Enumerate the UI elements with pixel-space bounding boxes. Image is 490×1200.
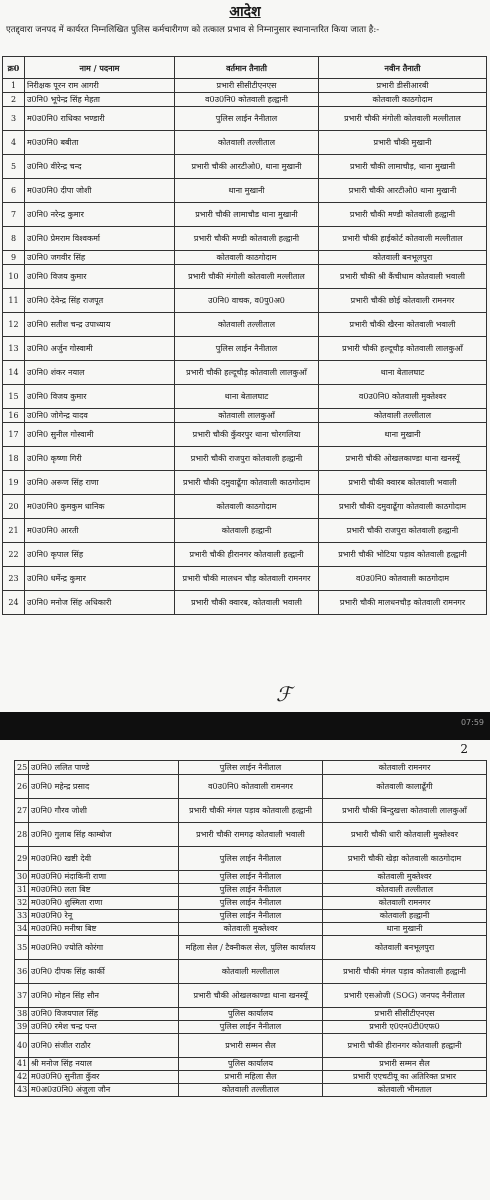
cell-serial: 6: [3, 179, 25, 203]
table-row: [3, 107, 487, 131]
cell-new-posting: कोतवाली बनभूलपुरा: [323, 936, 487, 960]
cell-name: म0अ0उ0नि0 अंजुला जौन: [29, 1084, 179, 1097]
cell-serial: 42: [15, 1071, 29, 1084]
cell-current-posting: व0उ0नि0 कोतवाली हल्द्वानी: [175, 93, 319, 107]
table-row: [3, 131, 487, 155]
cell-new-posting: प्रभारी चौकी आरटीओ0 थाना मुखानी: [319, 179, 487, 203]
cell-name: निरीक्षक पूरन राम आगरी: [25, 79, 175, 93]
cell-current-posting: कोतवाली काठगोदाम: [175, 251, 319, 265]
table-row: [3, 423, 487, 447]
table-row: [15, 1071, 487, 1084]
table-header-row: [3, 57, 487, 79]
table-row: [3, 265, 487, 289]
cell-serial: 43: [15, 1084, 29, 1097]
cell-current-posting: प्रभारी चौकी रामगढ़ कोतवाली भवाली: [179, 823, 323, 847]
cell-name: उ0नि0 गुलाब सिंह काम्बोज: [29, 823, 179, 847]
cell-current-posting: प्रभारी चौकी क्वारब, कोतवाली भवाली: [175, 591, 319, 615]
cell-name: म0उ0नि0 दीपा जोशी: [25, 179, 175, 203]
table-row: [3, 251, 487, 265]
transfer-table-page-2: [14, 760, 487, 1097]
table-row: [3, 519, 487, 543]
cell-new-posting: कोतवाली रामनगर: [323, 761, 487, 775]
column-header-serial: क्र0: [3, 57, 25, 79]
cell-name: उ0नि0 दीपक सिंह कार्की: [29, 960, 179, 984]
cell-new-posting: प्रभारी चौकी मंगल पड़ाव कोतवाली हल्द्वानी: [323, 960, 487, 984]
cell-current-posting: पुलिस लाईन नैनीताल: [175, 337, 319, 361]
cell-serial: 1: [3, 79, 25, 93]
cell-current-posting: व0उ0नि0 कोतवाली रामनगर: [179, 775, 323, 799]
cell-new-posting: प्रभारी एएचटीयू का अतिरिक्त प्रभार: [323, 1071, 487, 1084]
cell-new-posting: कोतवाली भीमताल: [323, 1084, 487, 1097]
cell-current-posting: कोतवाली तल्लीताल: [175, 131, 319, 155]
cell-name: उ0नि0 वीरेन्द्र चन्द: [25, 155, 175, 179]
cell-serial: 21: [3, 519, 25, 543]
cell-new-posting: प्रभारी चौकी हल्दूचौड़ कोतवाली लालकुआँ: [319, 337, 487, 361]
cell-current-posting: प्रभारी चौकी कुँवरपुर थाना चोरगलिया: [175, 423, 319, 447]
cell-new-posting: प्रभारी चौकी मण्डी कोतवाली हल्द्वानी: [319, 203, 487, 227]
cell-serial: 33: [15, 910, 29, 923]
table-row: [15, 884, 487, 897]
cell-name: म0उ0नि0 आरती: [25, 519, 175, 543]
cell-new-posting: प्रभारी चौकी खैरना कोतवाली भवाली: [319, 313, 487, 337]
cell-serial: 35: [15, 936, 29, 960]
cell-new-posting: प्रभारी चौकी क्वारब कोतवाली भवाली: [319, 471, 487, 495]
page-number: 2: [460, 742, 468, 756]
cell-current-posting: थाना बेतालघाट: [175, 385, 319, 409]
cell-name: उ0नि0 कृष्णा गिरी: [25, 447, 175, 471]
cell-current-posting: कोतवाली मल्लीताल: [179, 960, 323, 984]
column-header-new-posting: नवीन तैनाती: [319, 57, 487, 79]
table-row: [3, 289, 487, 313]
cell-current-posting: प्रभारी चौकी दमुवाढूँगा कोतवाली काठगोदाम: [175, 471, 319, 495]
table-row: [15, 799, 487, 823]
column-header-name: नाम / पदनाम: [25, 57, 175, 79]
cell-current-posting: महिला सेल / टैक्नीकल सेल, पुलिस कार्यालय: [179, 936, 323, 960]
order-page-2: [0, 740, 490, 1200]
cell-current-posting: कोतवाली काठगोदाम: [175, 495, 319, 519]
cell-name: म0उ0नि0 रेनू: [29, 910, 179, 923]
cell-new-posting: प्रभारी चौकी मंगोली कोतवाली मल्लीताल: [319, 107, 487, 131]
cell-serial: 13: [3, 337, 25, 361]
cell-new-posting: प्रभारी चौकी मालधनचौड़ कोतवाली रामनगर: [319, 591, 487, 615]
cell-serial: 5: [3, 155, 25, 179]
table-row: [15, 1034, 487, 1058]
cell-current-posting: पुलिस लाईन नैनीताल: [179, 847, 323, 871]
cell-name: उ0नि0 शंकर नयाल: [25, 361, 175, 385]
cell-serial: 10: [3, 265, 25, 289]
table-row: [3, 361, 487, 385]
table-row: [15, 936, 487, 960]
cell-serial: 34: [15, 923, 29, 936]
cell-new-posting: प्रभारी चौकी लामाचौड़, थाना मुखानी: [319, 155, 487, 179]
cell-name: उ0नि0 विजय कुमार: [25, 385, 175, 409]
table-row: [15, 910, 487, 923]
cell-serial: 38: [15, 1008, 29, 1021]
table-row: [15, 847, 487, 871]
cell-serial: 40: [15, 1034, 29, 1058]
cell-name: उ0नि0 संजीत राठौर: [29, 1034, 179, 1058]
cell-name: उ0नि0 गौरव जोशी: [29, 799, 179, 823]
cell-serial: 27: [15, 799, 29, 823]
signature-mark: ℱ: [276, 682, 292, 706]
cell-name: उ0नि0 मनोज सिंह अधिकारी: [25, 591, 175, 615]
cell-new-posting: कोतवाली बनभूलपुरा: [319, 251, 487, 265]
cell-current-posting: कोतवाली हल्द्वानी: [175, 519, 319, 543]
cell-name: उ0नि0 महेन्द्र प्रसाद: [29, 775, 179, 799]
cell-serial: 9: [3, 251, 25, 265]
cell-current-posting: पुलिस लाईन नैनीताल: [179, 884, 323, 897]
table-row: [3, 313, 487, 337]
cell-new-posting: कोतवाली कालाढूँगी: [323, 775, 487, 799]
table-row: [15, 823, 487, 847]
cell-serial: 31: [15, 884, 29, 897]
cell-serial: 17: [3, 423, 25, 447]
cell-current-posting: प्रभारी चौकी हीरानगर कोतवाली हल्द्वानी: [175, 543, 319, 567]
cell-new-posting: प्रभारी चौकी धारी कोतवाली मुक्तेश्वर: [323, 823, 487, 847]
cell-current-posting: प्रभारी चौकी ओखलकाण्डा थाना खनस्यूँ: [179, 984, 323, 1008]
cell-current-posting: पुलिस कार्यालय: [179, 1058, 323, 1071]
table-row: [15, 761, 487, 775]
table-row: [3, 227, 487, 251]
cell-current-posting: प्रभारी चौकी मालधन चौड़ कोतवाली रामनगर: [175, 567, 319, 591]
cell-new-posting: प्रभारी चौकी हीरानगर कोतवाली हल्द्वानी: [323, 1034, 487, 1058]
table-row: [3, 93, 487, 107]
cell-name: म0उ0नि0 मनीषा बिष्ट: [29, 923, 179, 936]
cell-name: म0उ0नि0 ज्योति कोरंगा: [29, 936, 179, 960]
cell-current-posting: पुलिस कार्यालय: [179, 1008, 323, 1021]
cell-new-posting: प्रभारी चौकी दमुवाढूँगा कोतवाली काठगोदाम: [319, 495, 487, 519]
table-row: [3, 409, 487, 423]
table-row: [3, 495, 487, 519]
cell-new-posting: प्रभारी चौकी खेड़ा कोतवाली काठगोदाम: [323, 847, 487, 871]
table-row: [3, 567, 487, 591]
cell-serial: 25: [15, 761, 29, 775]
cell-name: म0उ0नि0 बबीता: [25, 131, 175, 155]
cell-name: उ0नि0 अर्जुन गोस्वामी: [25, 337, 175, 361]
cell-serial: 28: [15, 823, 29, 847]
order-heading: आदेश: [229, 4, 261, 20]
cell-new-posting: प्रभारी चौकी छोई कोतवाली रामनगर: [319, 289, 487, 313]
cell-new-posting: व0उ0नि0 कोतवाली मुक्तेश्वर: [319, 385, 487, 409]
cell-name: उ0नि0 अरूण सिंह राणा: [25, 471, 175, 495]
cell-new-posting: कोतवाली मुक्तेश्वर: [323, 871, 487, 884]
cell-current-posting: पुलिस लाईन नैनीताल: [179, 897, 323, 910]
cell-name: उ0नि0 विजय कुमार: [25, 265, 175, 289]
cell-name: म0उ0नि0 राधिका भण्डारी: [25, 107, 175, 131]
cell-serial: 20: [3, 495, 25, 519]
cell-serial: 37: [15, 984, 29, 1008]
table-row: [15, 775, 487, 799]
cell-new-posting: प्रभारी एसओजी (SOG) जनपद नैनीताल: [323, 984, 487, 1008]
cell-name: म0उ0नि0 खष्टी देवी: [29, 847, 179, 871]
cell-name: म0उ0नि0 कुमकुम धानिक: [25, 495, 175, 519]
cell-name: उ0नि0 नरेन्द्र कुमार: [25, 203, 175, 227]
cell-current-posting: उ0नि0 वाचक, व0पु0अ0: [175, 289, 319, 313]
cell-name: उ0नि0 भूपेन्द्र सिंह मेहता: [25, 93, 175, 107]
cell-name: उ0नि0 मोहन सिंह सौन: [29, 984, 179, 1008]
cell-new-posting: व0उ0नि0 कोतवाली काठगोदाम: [319, 567, 487, 591]
cell-current-posting: कोतवाली मुक्तेश्वर: [179, 923, 323, 936]
cell-serial: 19: [3, 471, 25, 495]
cell-current-posting: प्रभारी चौकी हल्दूचौड़ कोतवाली लालकुआँ: [175, 361, 319, 385]
cell-serial: 18: [3, 447, 25, 471]
cell-name: उ0नि0 सुनील गोस्वामी: [25, 423, 175, 447]
cell-new-posting: प्रभारी चौकी भोटिया पड़ाव कोतवाली हल्द्वानी: [319, 543, 487, 567]
cell-name: श्री मनोज सिंह नयाल: [29, 1058, 179, 1071]
cell-name: म0उ0नि0 लता बिष्ट: [29, 884, 179, 897]
cell-serial: 2: [3, 93, 25, 107]
video-overlay-band: [0, 712, 490, 740]
cell-name: उ0नि0 रमेश चन्द्र पन्त: [29, 1021, 179, 1034]
table-row: [3, 591, 487, 615]
cell-serial: 16: [3, 409, 25, 423]
table-row: [3, 79, 487, 93]
cell-name: उ0नि0 देवेन्द्र सिंह राजपूत: [25, 289, 175, 313]
cell-name: उ0नि0 जोगेन्द्र यादव: [25, 409, 175, 423]
cell-current-posting: पुलिस लाईन नैनीताल: [179, 1021, 323, 1034]
cell-name: उ0नि0 जगवीर सिंह: [25, 251, 175, 265]
cell-current-posting: प्रभारी सम्मन सैल: [179, 1034, 323, 1058]
cell-current-posting: पुलिस लाईन नैनीताल: [175, 107, 319, 131]
cell-current-posting: प्रभारी सीसीटीएनएस: [175, 79, 319, 93]
cell-serial: 22: [3, 543, 25, 567]
table-row: [15, 871, 487, 884]
cell-new-posting: प्रभारी सम्मन सैल: [323, 1058, 487, 1071]
cell-serial: 36: [15, 960, 29, 984]
cell-new-posting: प्रभारी चौकी हाईकोर्ट कोतवाली मल्लीताल: [319, 227, 487, 251]
cell-current-posting: प्रभारी महिला सैल: [179, 1071, 323, 1084]
table-row: [15, 1084, 487, 1097]
table-row: [3, 543, 487, 567]
cell-name: उ0नि0 विजयपाल सिंह: [29, 1008, 179, 1021]
cell-new-posting: कोतवाली तल्लीताल: [323, 884, 487, 897]
cell-new-posting: थाना मुखानी: [319, 423, 487, 447]
cell-serial: 3: [3, 107, 25, 131]
cell-new-posting: प्रभारी ए0एन0टी0एफ0: [323, 1021, 487, 1034]
cell-name: उ0नि0 कृपाल सिंह: [25, 543, 175, 567]
table-row: [3, 337, 487, 361]
cell-current-posting: कोतवाली तल्लीताल: [175, 313, 319, 337]
cell-current-posting: प्रभारी चौकी लामाचौड थाना मुखानी: [175, 203, 319, 227]
table-row: [15, 1058, 487, 1071]
transfer-table-page-1: [2, 56, 487, 615]
table-row: [3, 203, 487, 227]
cell-current-posting: कोतवाली लालकुआँ: [175, 409, 319, 423]
cell-serial: 11: [3, 289, 25, 313]
cell-new-posting: कोतवाली रामनगर: [323, 897, 487, 910]
cell-new-posting: प्रभारी चौकी मुखानी: [319, 131, 487, 155]
table-row: [3, 385, 487, 409]
order-intro: एतद्द्वारा जनपद में कार्यरत निम्नलिखित पुलिस कर्मचारीगण को तत्काल प्रभाव से निम्नानुसार स्थानान्तरित किया जाता है:-: [6, 25, 380, 35]
table-row: [15, 984, 487, 1008]
cell-current-posting: प्रभारी चौकी राजपुरा कोतवाली हल्द्वानी: [175, 447, 319, 471]
table-row: [3, 155, 487, 179]
cell-serial: 30: [15, 871, 29, 884]
cell-new-posting: प्रभारी डीसीआरबी: [319, 79, 487, 93]
cell-serial: 39: [15, 1021, 29, 1034]
cell-current-posting: प्रभारी चौकी मण्डी कोतवाली हल्द्वानी: [175, 227, 319, 251]
cell-serial: 4: [3, 131, 25, 155]
table-row: [3, 179, 487, 203]
cell-current-posting: थाना मुखानी: [175, 179, 319, 203]
cell-current-posting: प्रभारी चौकी मंगल पड़ाव कोतवाली हल्द्वानी: [179, 799, 323, 823]
cell-new-posting: प्रभारी चौकी ओखलकाण्डा थाना खनस्यूँ: [319, 447, 487, 471]
table-row: [15, 1008, 487, 1021]
table-row: [3, 471, 487, 495]
cell-serial: 32: [15, 897, 29, 910]
cell-new-posting: प्रभारी चौकी श्री कैंचीधाम कोतवाली भवाली: [319, 265, 487, 289]
cell-name: म0उ0नि0 सुनीता कुँवर: [29, 1071, 179, 1084]
table-row: [3, 447, 487, 471]
cell-serial: 23: [3, 567, 25, 591]
cell-current-posting: कोतवाली तल्लीताल: [179, 1084, 323, 1097]
cell-serial: 7: [3, 203, 25, 227]
cell-current-posting: पुलिस लाईन नैनीताल: [179, 871, 323, 884]
cell-new-posting: कोतवाली काठगोदाम: [319, 93, 487, 107]
timestamp: 07:59: [460, 718, 484, 727]
cell-new-posting: कोतवाली तल्लीताल: [319, 409, 487, 423]
cell-serial: 24: [3, 591, 25, 615]
cell-new-posting: प्रभारी चौकी बिन्दुखत्ता कोतवाली लालकुआँ: [323, 799, 487, 823]
cell-new-posting: थाना मुखानी: [323, 923, 487, 936]
table-row: [15, 897, 487, 910]
cell-new-posting: प्रभारी सीसीटीएनएस: [323, 1008, 487, 1021]
cell-serial: 15: [3, 385, 25, 409]
cell-current-posting: पुलिस लाईन नैनीताल: [179, 910, 323, 923]
cell-serial: 29: [15, 847, 29, 871]
cell-name: म0उ0नि0 मंदाकिनी राणा: [29, 871, 179, 884]
table-row: [15, 960, 487, 984]
cell-name: उ0नि0 ललित पाण्डे: [29, 761, 179, 775]
column-header-current-posting: वर्तमान तैनाती: [175, 57, 319, 79]
cell-new-posting: कोतवाली हल्द्वानी: [323, 910, 487, 923]
cell-name: उ0नि0 प्रेमराम विश्वकर्मा: [25, 227, 175, 251]
cell-serial: 12: [3, 313, 25, 337]
cell-new-posting: थाना बेतालघाट: [319, 361, 487, 385]
cell-serial: 14: [3, 361, 25, 385]
cell-serial: 8: [3, 227, 25, 251]
table-row: [15, 923, 487, 936]
cell-current-posting: पुलिस लाईन नैनीताल: [179, 761, 323, 775]
cell-current-posting: प्रभारी चौकी मंगोली कोतवाली मल्लीताल: [175, 265, 319, 289]
cell-name: उ0नि0 सतीश चन्द्र उपाध्याय: [25, 313, 175, 337]
cell-name: उ0नि0 धर्मेन्द्र कुमार: [25, 567, 175, 591]
cell-serial: 41: [15, 1058, 29, 1071]
cell-current-posting: प्रभारी चौकी आरटीओ0, थाना मुखानी: [175, 155, 319, 179]
cell-new-posting: प्रभारी चौकी राजपुरा कोतवाली हल्द्वानी: [319, 519, 487, 543]
table-row: [15, 1021, 487, 1034]
cell-serial: 26: [15, 775, 29, 799]
cell-name: म0उ0नि0 शुस्मिता राणा: [29, 897, 179, 910]
